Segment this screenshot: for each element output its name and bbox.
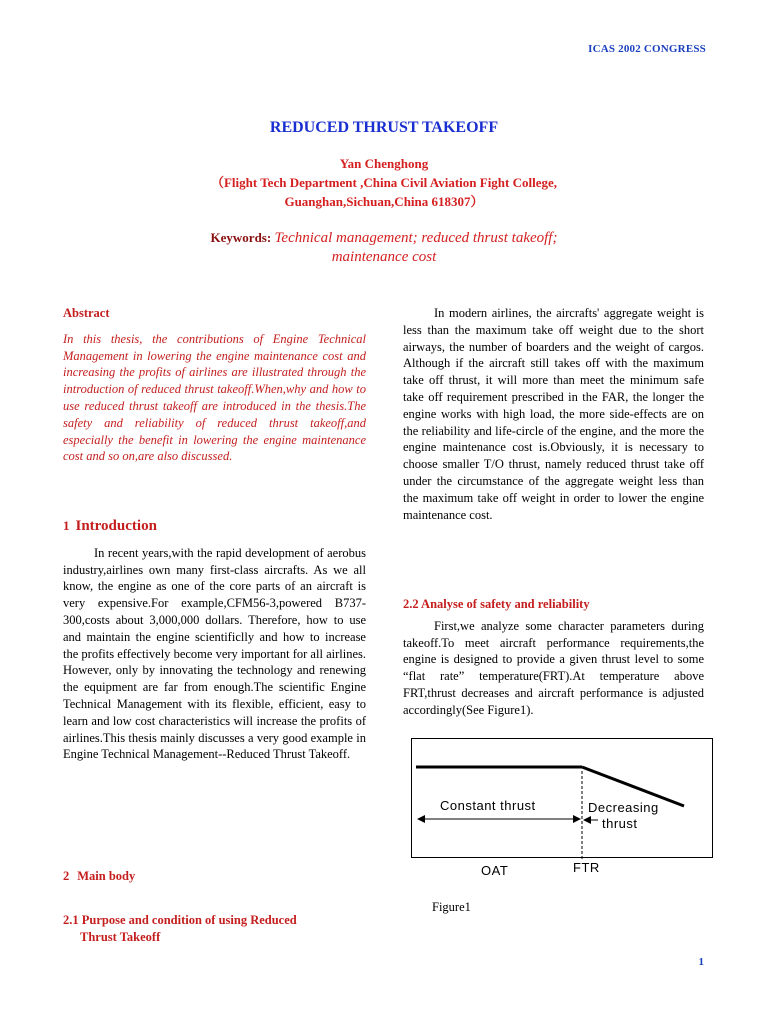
affiliation-line-1: （Flight Tech Department ,China Civil Aviation Fight College, bbox=[210, 175, 558, 190]
figure-1 bbox=[411, 738, 713, 858]
paper-title: REDUCED THRUST TAKEOFF bbox=[269, 119, 499, 136]
introduction-heading bbox=[63, 518, 366, 535]
introduction-title: Introduction bbox=[75, 518, 157, 534]
keywords-line-2: maintenance cost bbox=[331, 249, 437, 265]
oat-label: OAT bbox=[481, 863, 509, 878]
affiliation-line-2: Guanghan,Sichuan,China 618307） bbox=[284, 194, 484, 209]
section-2-1-heading bbox=[63, 912, 366, 946]
section-2-1-line-1: 2.1 Purpose and condition of using Reduced bbox=[63, 913, 297, 927]
abstract-text: In this thesis, the contributions of Engine Technical Management in lowering the engine maintenance cost and increasing the profits of airlines are illustrated through the introduction of reduced thrust takeoff.When,why and how to use reduced thrust takeoff are introduced in the thesis.The safety and reliability of reduced thrust takeoff,and especially the benefit in lowering the engine maintenance cost and so on,are also discussed. bbox=[63, 331, 366, 464]
keywords-line-1: Technical management; reduced thrust takeoff; bbox=[274, 230, 558, 246]
section-2-2-text: First,we analyze some character parameters during takeoff.To meet aircraft performance requirements,the engine is designed to provide a given thrust level to some “flat rate” temperature(FRT).At temperature above FRT,thrust decreases and aircraft performance is adjusted accordingly(See Figure1). bbox=[403, 618, 704, 717]
right-paragraph-1 bbox=[403, 305, 704, 523]
decreasing-thrust-label-2: thrust bbox=[602, 816, 638, 831]
main-body-number: 2 bbox=[63, 869, 70, 883]
congress-header: ICAS 2002 CONGRESS bbox=[588, 43, 706, 55]
keywords bbox=[150, 228, 618, 267]
author-name: Yan Chenghong bbox=[339, 156, 429, 171]
ftr-label: FTR bbox=[573, 860, 600, 875]
decreasing-thrust-label-1: Decreasing bbox=[588, 800, 659, 815]
right-paragraph-1-text: In modern airlines, the aircrafts' aggregate weight is less than the maximum take off weight due to the short airways, the number of boarders and the weight of cargos. Although if the aircraft still takes off with the maximum take off thrust, it will more than meet the minimum safe take off requirement prescribed in the FAR, the longer the engine works with high load, the more side-effects are on the reliability and life-circle of the engine, and the more the engine maintenance cost is.Obviously, it is necessary to choose smaller T/O thrust, namely reduced thrust take off under the circumstance of the aggregate weight less than the maximum take off weight in order to lower the engine maintenance cost. bbox=[403, 306, 704, 522]
main-body-heading bbox=[63, 868, 366, 885]
introduction-section bbox=[63, 518, 366, 763]
section-2-2 bbox=[403, 596, 704, 719]
introduction-text: In recent years,with the rapid development of aerobus industry,airlines own many first-class aircrafts. As we all know, the engine as one of the core parts of an aircraft is very expensive.For example,CFM56-3,powered B737-300,costs about 3,000,000 dollars. Therefore, how to use and maintain the engine scientificlly and how to increase the profits effectively become very important for all airlines. However, only by innovating the technology and renewing the equipment are far from enough.The scientific Engine Technical Management with its flexible, efficient, easy to learn and low cost characteristics will increase the profits of airlines.This thesis mainly discusses a very good example in Engine Technical Management--Reduced Thrust Takeoff. bbox=[63, 545, 366, 762]
section-2-2-heading: 2.2 Analyse of safety and reliability bbox=[403, 597, 590, 611]
affiliation bbox=[0, 173, 768, 211]
constant-thrust-label: Constant thrust bbox=[440, 798, 536, 813]
introduction-number: 1 bbox=[63, 518, 70, 533]
section-2-1-line-2: Thrust Takeoff bbox=[80, 929, 161, 944]
page-number: 1 bbox=[698, 956, 704, 968]
abstract-heading: Abstract bbox=[63, 306, 110, 320]
abstract-section bbox=[63, 305, 366, 465]
keywords-label: Keywords bbox=[210, 230, 267, 245]
main-body-title: Main body bbox=[77, 869, 136, 883]
figure-1-caption: Figure1 bbox=[432, 900, 471, 914]
keywords-separator: : bbox=[266, 230, 275, 245]
